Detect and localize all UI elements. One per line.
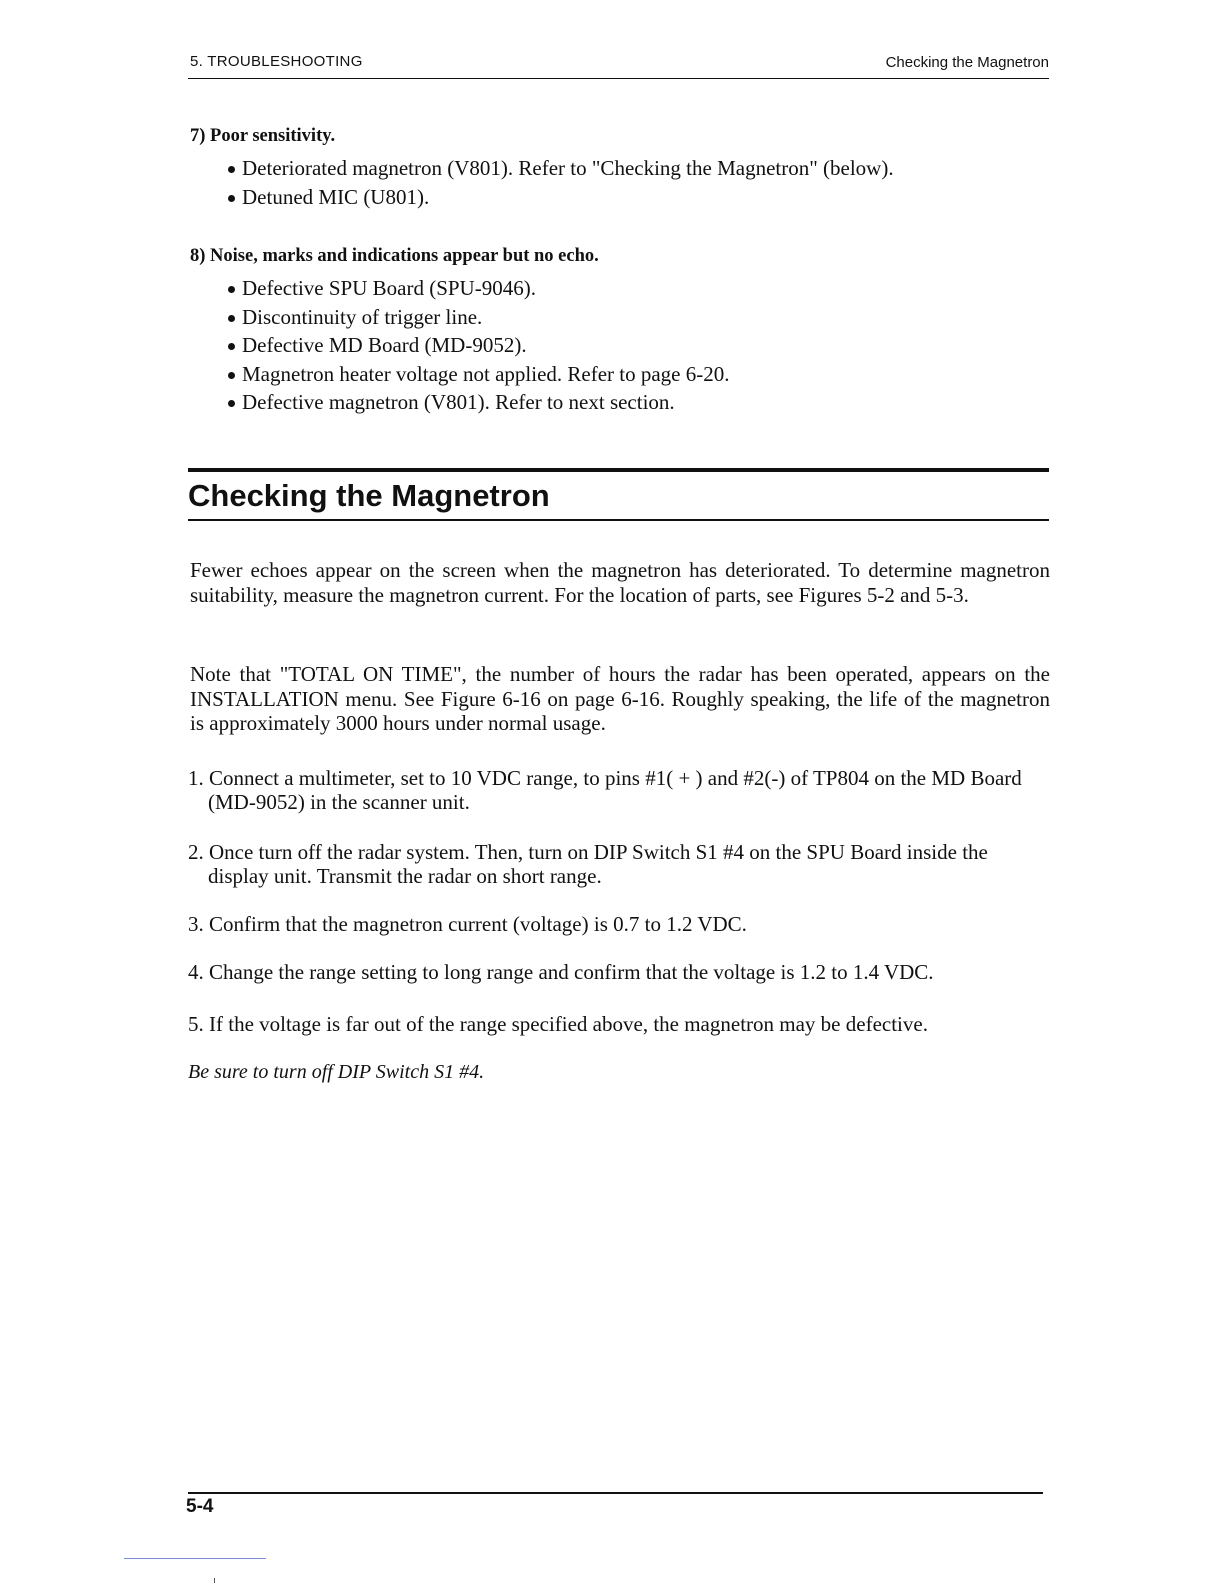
list-item — [228, 183, 1050, 212]
scan-artifact-tick — [214, 1578, 215, 1583]
scan-artifact-line — [124, 1558, 266, 1559]
section-rule-bottom — [188, 519, 1049, 521]
list-item — [228, 274, 1050, 303]
bullet-icon — [228, 315, 235, 322]
running-header — [188, 52, 1049, 79]
problem-7 — [190, 124, 1050, 211]
step-number: 4. — [188, 960, 204, 984]
step-3 — [188, 912, 1050, 936]
note-paragraph — [190, 662, 1050, 736]
bullet-icon — [228, 286, 235, 293]
step-text: Connect a multimeter, set to 10 VDC range, to pins #1( + ) and #2(-) of TP804 on the MD Board (MD-9052) in the scanner unit. — [208, 766, 1022, 814]
problem-8 — [190, 244, 1050, 417]
step-4 — [188, 960, 1050, 984]
list-item — [228, 388, 1050, 417]
bullet-icon — [228, 400, 235, 407]
bullet-icon — [228, 166, 235, 173]
chapter-label: 5. TROUBLESHOOTING — [190, 53, 363, 70]
step-number: 2. — [188, 840, 204, 864]
list-item — [228, 154, 1050, 183]
intro-paragraph — [190, 558, 1050, 607]
step-number: 3. — [188, 912, 204, 936]
paragraph: Fewer echoes appear on the screen when the magnetron has deteriorated. To determine magnetron suitability, measure the magnetron current. For the location of parts, see Figures 5-2 and 5-3. — [190, 558, 1050, 607]
step-text: Once turn off the radar system. Then, turn on DIP Switch S1 #4 on the SPU Board inside the display unit. Transmit the radar on short range. — [208, 840, 988, 888]
section-title: Checking the Magnetron — [188, 478, 550, 513]
step-text: Change the range setting to long range and confirm that the voltage is 1.2 to 1.4 VDC. — [209, 960, 934, 984]
step-text: If the voltage is far out of the range specified above, the magnetron may be defective. — [209, 1012, 928, 1036]
cause-list — [190, 154, 1050, 211]
step-2 — [188, 840, 1050, 888]
bullet-icon — [228, 195, 235, 202]
paragraph: Note that "TOTAL ON TIME", the number of hours the radar has been operated, appears on the INSTALLATION menu. See Figure 6-16 on page 6-16. Roughly speaking, the life of the magnetron is approximately 3000 hours under normal usage. — [190, 662, 1050, 735]
caution-note: Be sure to turn off DIP Switch S1 #4. — [188, 1061, 485, 1083]
cause-text: Discontinuity of trigger line. — [242, 304, 483, 329]
page-number: 5-4 — [186, 1496, 214, 1517]
list-item — [228, 360, 1050, 389]
section-label: Checking the Magnetron — [885, 54, 1049, 71]
bullet-icon — [228, 343, 235, 350]
cause-text: Deteriorated magnetron (V801). Refer to "Checking the Magnetron" (below). — [242, 156, 894, 180]
footer-rule — [188, 1492, 1043, 1494]
section-rule-top — [188, 468, 1049, 472]
step-number: 1. — [188, 766, 204, 790]
step-number: 5. — [188, 1012, 204, 1036]
problem-heading: 7) Poor sensitivity. — [190, 126, 336, 146]
bullet-icon — [228, 372, 235, 379]
list-item — [228, 331, 1050, 360]
step-5 — [188, 1012, 1050, 1036]
step-1 — [188, 766, 1050, 814]
cause-text: Defective MD Board (MD-9052). — [242, 333, 527, 357]
list-item — [228, 303, 1050, 332]
problem-heading: 8) Noise, marks and indications appear but no echo. — [190, 246, 599, 266]
cause-text: Magnetron heater voltage not applied. Refer to page 6-20. — [242, 361, 730, 386]
cause-text: Defective SPU Board (SPU-9046). — [242, 276, 536, 300]
cause-list — [190, 274, 1050, 417]
cause-text: Detuned MIC (U801). — [242, 184, 430, 209]
step-text: Confirm that the magnetron current (voltage) is 0.7 to 1.2 VDC. — [209, 912, 747, 936]
cause-text: Defective magnetron (V801). Refer to next section. — [242, 390, 675, 414]
